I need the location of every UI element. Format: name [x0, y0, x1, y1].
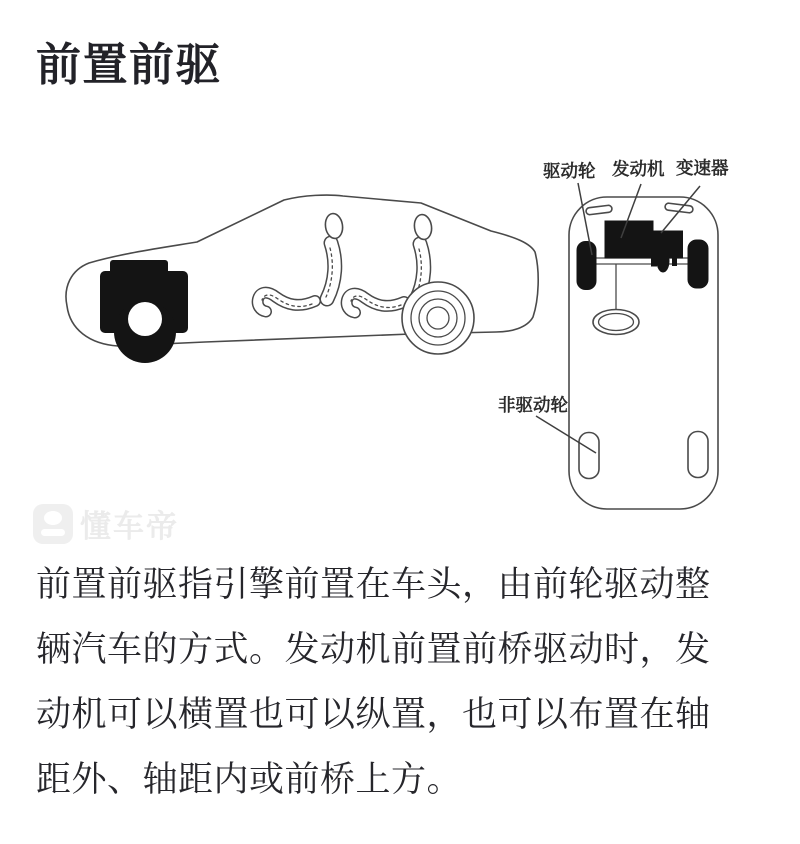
label-engine: 发动机 — [612, 159, 665, 179]
car-top-view — [569, 197, 718, 509]
car-side-view — [66, 195, 538, 363]
label-gearbox: 变速器 — [676, 158, 729, 178]
engine-block-side — [100, 260, 188, 363]
watermark — [33, 501, 179, 546]
watermark-logo-icon — [33, 504, 73, 544]
paragraph-line: 距外、轴距内或前桥上方。 — [36, 760, 463, 799]
engine-top — [605, 221, 654, 259]
label-non-drive-wheel: 非驱动轮 — [498, 395, 568, 415]
front-wheel-left — [577, 241, 597, 290]
article-paragraph — [36, 552, 778, 812]
rear-wheel-right — [688, 432, 708, 478]
rear-wheel-side — [402, 282, 474, 354]
watermark-text: 懂车帝 — [80, 509, 179, 544]
label-drive-wheel: 驱动轮 — [543, 161, 596, 181]
rear-wheel-left — [579, 433, 599, 479]
paragraph-line: 辆汽车的方式。发动机前置前桥驱动时，发 — [36, 630, 711, 669]
page-title: 前置前驱 — [36, 39, 223, 90]
front-wheel-hub — [128, 302, 162, 336]
front-wheel-right — [688, 240, 709, 289]
paragraph-line: 前置前驱指引擎前置在车头，由前轮驱动整 — [36, 565, 711, 604]
paragraph-line: 动机可以横置也可以纵置，也可以布置在轴 — [36, 695, 711, 734]
